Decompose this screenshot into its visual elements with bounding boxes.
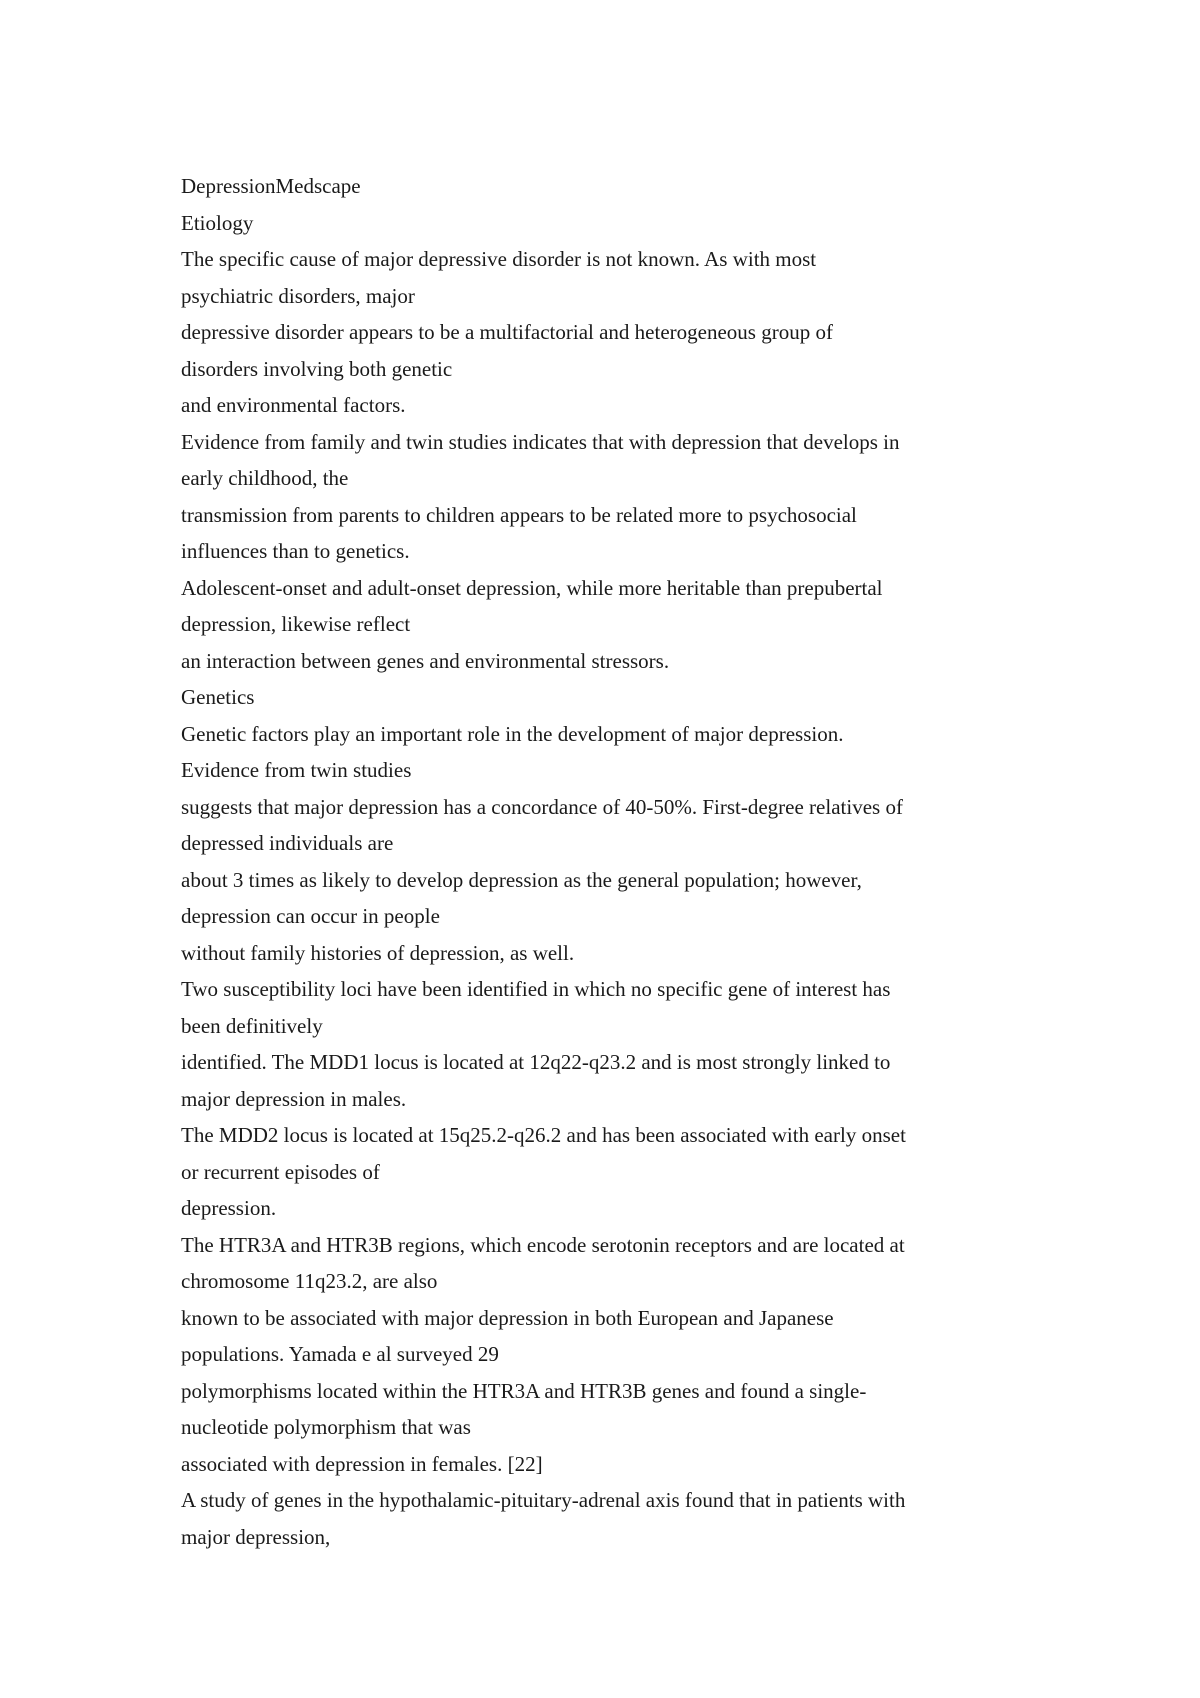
text-line: depression can occur in people: [181, 904, 440, 928]
text-line: The specific cause of major depressive disorder is not known. As with most: [181, 247, 817, 271]
text-line: known to be associated with major depression in both European and Japanese: [181, 1305, 834, 1330]
text-line: major depression in males.: [181, 1086, 407, 1111]
text-line: nucleotide polymorphism that was: [181, 1415, 471, 1439]
text-line: without family histories of depression, as well.: [181, 940, 575, 965]
text-line: about 3 times as likely to develop depression as the general population; however,: [181, 867, 862, 892]
text-line: depressed individuals are: [181, 831, 394, 855]
document-title: DepressionMedscape: [181, 174, 361, 198]
text-line: suggests that major depression has a concordance of 40-50%. First-degree relatives of: [181, 794, 903, 819]
document-body: [181, 168, 1041, 1555]
text-line: A study of genes in the hypothalamic-pituitary-adrenal axis found that in patients with: [181, 1488, 906, 1512]
text-line: identified. The MDD1 locus is located at 12q22-q23.2 and is most strongly linked to: [181, 1050, 891, 1074]
text-line: been definitively: [181, 1013, 323, 1038]
text-line: The HTR3A and HTR3B regions, which encode serotonin receptors and are located at: [181, 1232, 905, 1257]
text-line: or recurrent episodes of: [181, 1159, 380, 1184]
text-line: psychiatric disorders, major: [181, 283, 415, 308]
text-line: transmission from parents to children appears to be related more to psychosocial: [181, 502, 857, 527]
text-line: disorders involving both genetic: [181, 356, 453, 381]
text-line: depression.: [181, 1196, 277, 1220]
text-line: populations. Yamada e al surveyed 29: [181, 1342, 499, 1366]
text-line: Two susceptibility loci have been identified in which no specific gene of interest has: [181, 977, 891, 1001]
text-line: polymorphisms located within the HTR3A and HTR3B genes and found a single-: [181, 1378, 867, 1403]
text-line: major depression,: [181, 1524, 331, 1549]
section-heading-genetics: Genetics: [181, 685, 255, 709]
section-heading-etiology: Etiology: [181, 210, 254, 235]
text-line: Adolescent-onset and adult-onset depression, while more heritable than prepubertal: [181, 575, 883, 600]
text-line: and environmental factors.: [181, 393, 406, 417]
text-line: influences than to genetics.: [181, 539, 410, 563]
text-line: Evidence from twin studies: [181, 758, 412, 782]
text-line: an interaction between genes and environmental stressors.: [181, 648, 670, 673]
text-line: depressive disorder appears to be a multifactorial and heterogeneous group of: [181, 320, 833, 344]
text-line: Evidence from family and twin studies indicates that with depression that develops in: [181, 429, 900, 454]
text-line: The MDD2 locus is located at 15q25.2-q26.2 and has been associated with early onset: [181, 1123, 906, 1147]
text-line: Genetic factors play an important role in the development of major depression.: [181, 721, 844, 746]
text-line: associated with depression in females. [22]: [181, 1451, 543, 1476]
text-line: depression, likewise reflect: [181, 612, 411, 636]
text-line: chromosome 11q23.2, are also: [181, 1269, 438, 1293]
text-line: early childhood, the: [181, 466, 349, 490]
